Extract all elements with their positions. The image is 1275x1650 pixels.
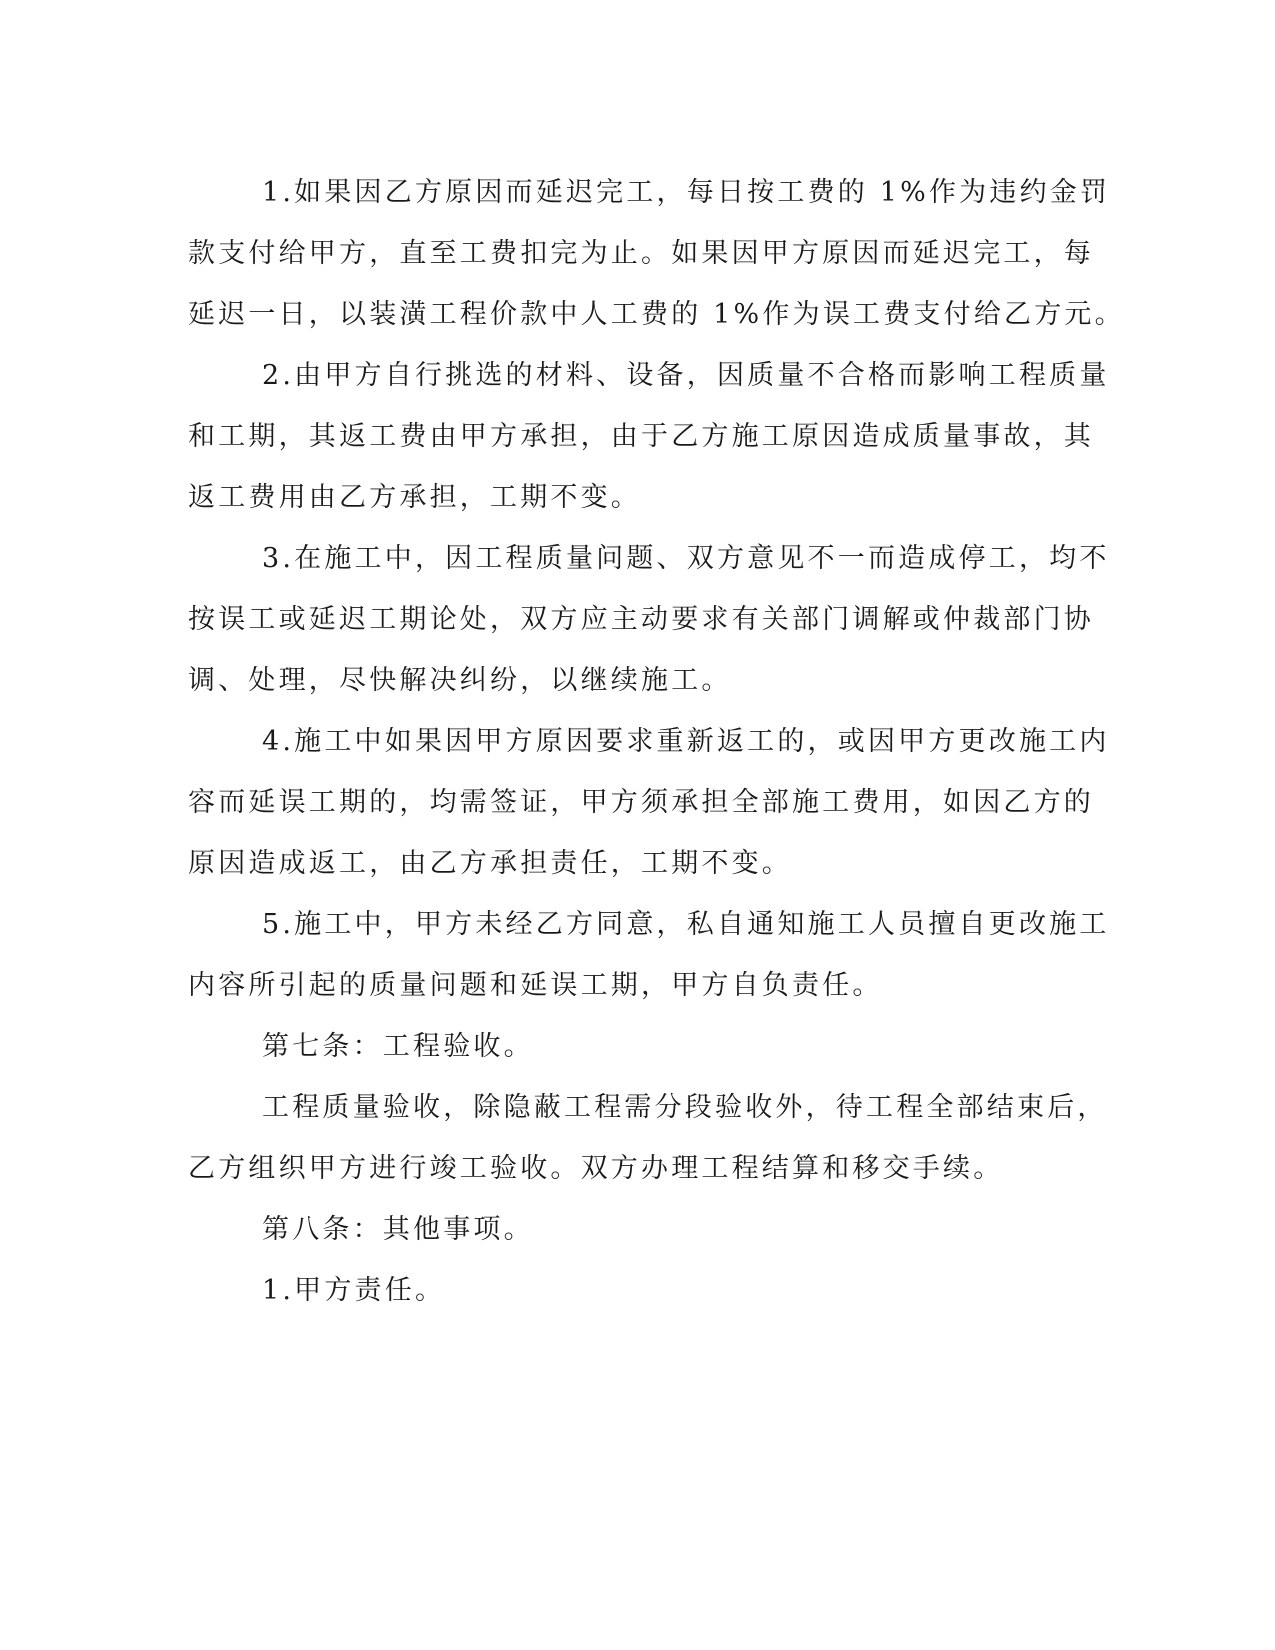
- paragraph-unauthorized-change: [188, 894, 1110, 1016]
- paragraph-line: 调、处理，尽快解决纠纷，以继续施工。: [188, 665, 732, 696]
- paragraph-acceptance: [188, 1077, 1108, 1199]
- paragraph-line: 内容所引起的质量问题和延误工期，甲方自负责任。: [188, 970, 883, 1001]
- paragraph-line: 4.施工中如果因甲方原因要求重新返工的，或因甲方更改施工内: [262, 726, 1110, 757]
- document-body: [188, 162, 1125, 1321]
- paragraph-line: 1.如果因乙方原因而延迟完工，每日按工费的 1%作为违约金罚: [262, 177, 1111, 208]
- paragraph-line: 工程质量验收，除隐蔽工程需分段验收外，待工程全部结束后，: [262, 1092, 1108, 1123]
- section-heading: 第八条：其他事项。: [262, 1214, 534, 1245]
- section-heading-article-7: [188, 1016, 1068, 1077]
- paragraph-line: 返工费用由乙方承担，工期不变。: [188, 482, 641, 513]
- paragraph-line: 2.由甲方自行挑选的材料、设备，因质量不合格而影响工程质量: [262, 360, 1110, 391]
- paragraph-line: 乙方组织甲方进行竣工验收。双方办理工程结算和移交手续。: [188, 1153, 1004, 1184]
- paragraph-party-a-responsibility: [188, 1260, 1068, 1321]
- section-heading-article-8: [188, 1199, 1068, 1260]
- section-heading: 第七条：工程验收。: [262, 1031, 534, 1062]
- paragraph-line: 容而延误工期的，均需签证，甲方须承担全部施工费用，如因乙方的: [188, 787, 1094, 818]
- paragraph-line: 和工期，其返工费由甲方承担，由于乙方施工原因造成质量事故，其: [188, 421, 1094, 452]
- paragraph-line: 3.在施工中，因工程质量问题、双方意见不一而造成停工，均不: [262, 543, 1110, 574]
- paragraph-rework: [188, 711, 1110, 894]
- paragraph-line: 5.施工中，甲方未经乙方同意，私自通知施工人员擅自更改施工: [262, 909, 1110, 940]
- paragraph-work-stoppage: [188, 528, 1110, 711]
- paragraph-delay-penalty: [188, 162, 1125, 345]
- paragraph-line: 延迟一日，以装潢工程价款中人工费的 1%作为误工费支付给乙方元。: [188, 299, 1125, 330]
- paragraph-material-quality: [188, 345, 1110, 528]
- paragraph-line: 按误工或延迟工期论处，双方应主动要求有关部门调解或仲裁部门协: [188, 604, 1094, 635]
- paragraph-line: 原因造成返工，由乙方承担责任，工期不变。: [188, 848, 792, 879]
- paragraph-line: 1.甲方责任。: [262, 1275, 446, 1306]
- paragraph-line: 款支付给甲方，直至工费扣完为止。如果因甲方原因而延迟完工，每: [188, 238, 1094, 269]
